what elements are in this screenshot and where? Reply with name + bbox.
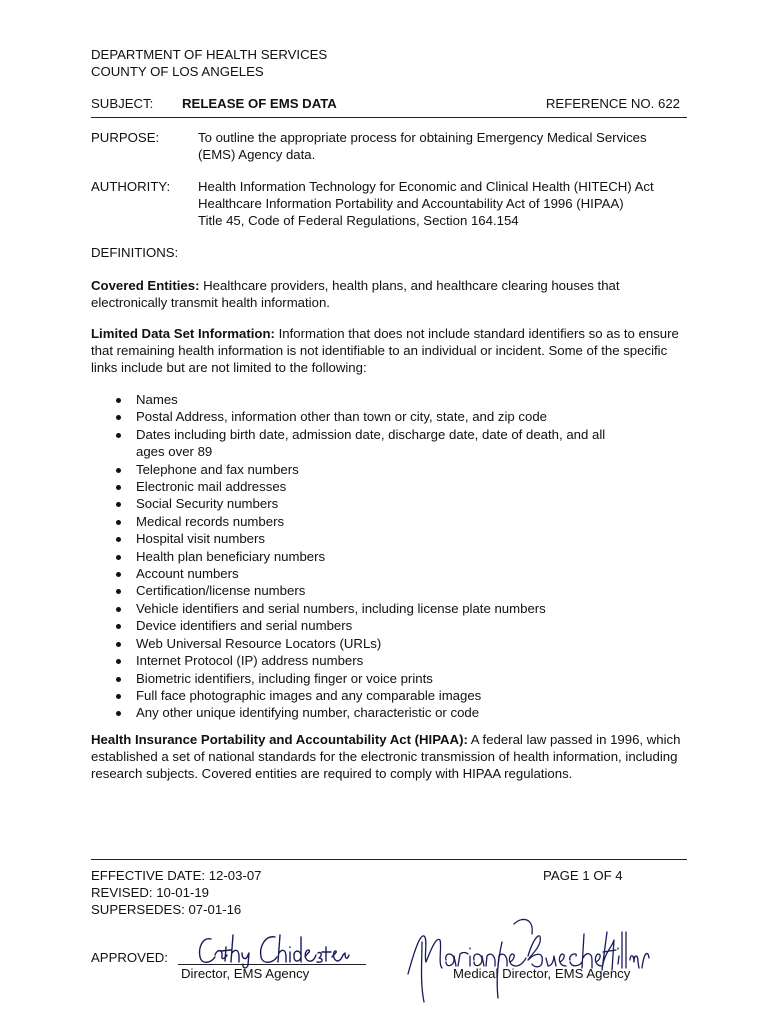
- list-item: Electronic mail addresses: [91, 478, 691, 495]
- authority-line-2: Healthcare Information Portability and Accountability Act of 1996 (HIPAA): [198, 196, 624, 211]
- list-item: Any other unique identifying number, characteristic or code: [91, 704, 691, 721]
- list-item: Dates including birth date, admission date, discharge date, date of death, and all ages over 89: [91, 426, 691, 461]
- effective-date: EFFECTIVE DATE: 12-03-07: [91, 868, 262, 883]
- department-name: DEPARTMENT OF HEALTH SERVICES: [91, 47, 328, 62]
- list-item: Telephone and fax numbers: [91, 461, 691, 478]
- covered-entities-term: Covered Entities:: [91, 278, 200, 293]
- medical-director-signature-icon: [402, 912, 652, 1007]
- list-item: Full face photographic images and any comparable images: [91, 687, 691, 704]
- authority-line-1: Health Information Technology for Economic and Clinical Health (HITECH) Act: [198, 179, 654, 194]
- identifier-list: [91, 391, 691, 722]
- supersedes-date: SUPERSEDES: 07-01-16: [91, 902, 242, 917]
- footer-rule: [91, 859, 687, 860]
- list-item: Internet Protocol (IP) address numbers: [91, 652, 691, 669]
- list-item: Postal Address, information other than town or city, state, and zip code: [91, 408, 691, 425]
- list-item: Names: [91, 391, 691, 408]
- list-item: Certification/license numbers: [91, 582, 691, 599]
- purpose-line-1: To outline the appropriate process for obtaining Emergency Medical Services: [198, 130, 647, 145]
- hipaa-term: Health Insurance Portability and Accountability Act (HIPAA):: [91, 732, 468, 747]
- director-signature-icon: [195, 925, 350, 970]
- covered-entities-text: Healthcare providers, health plans, and healthcare clearing houses that electronically transmit health information.: [91, 278, 620, 310]
- medical-director-title: Medical Director, EMS Agency: [453, 966, 631, 981]
- list-item: Web Universal Resource Locators (URLs): [91, 635, 691, 652]
- list-item: Biometric identifiers, including finger or voice prints: [91, 670, 691, 687]
- hipaa-definition: [91, 731, 691, 782]
- covered-entities-definition: [91, 277, 691, 311]
- header-rule: [91, 117, 687, 118]
- county-name: COUNTY OF LOS ANGELES: [91, 64, 264, 79]
- list-item: Hospital visit numbers: [91, 530, 691, 547]
- purpose-line-2: (EMS) Agency data.: [198, 147, 316, 162]
- definitions-heading: DEFINITIONS:: [91, 245, 179, 260]
- director-title: Director, EMS Agency: [181, 966, 310, 981]
- list-item: Social Security numbers: [91, 495, 691, 512]
- limited-data-set-term: Limited Data Set Information:: [91, 326, 275, 341]
- authority-label: AUTHORITY:: [91, 179, 171, 194]
- authority-line-3: Title 45, Code of Federal Regulations, Section 164.154: [198, 213, 519, 228]
- purpose-label: PURPOSE:: [91, 130, 160, 145]
- revised-date: REVISED: 10-01-19: [91, 885, 210, 900]
- list-item: Health plan beneficiary numbers: [91, 548, 691, 565]
- list-item: Vehicle identifiers and serial numbers, including license plate numbers: [91, 600, 691, 617]
- hipaa-text: A federal law passed in 1996, which established a set of national standards for the electronic transmission of health information, including research subjects. Covered entities are required to comply with HIPAA regulations.: [91, 732, 681, 781]
- list-item: Medical records numbers: [91, 513, 691, 530]
- reference-number: REFERENCE NO. 622: [545, 96, 680, 111]
- limited-data-set-text: Information that does not include standard identifiers so as to ensure that remaining health information is not identifiable to an individual or incident. Some of the specific links include but are not limited to the following:: [91, 326, 679, 375]
- limited-data-set-definition: [91, 325, 691, 376]
- subject-label: SUBJECT:: [91, 96, 154, 111]
- subject-value: RELEASE OF EMS DATA: [182, 96, 337, 111]
- page-number: PAGE 1 OF 4: [543, 868, 623, 883]
- approved-label: APPROVED:: [91, 950, 168, 965]
- list-item: Account numbers: [91, 565, 691, 582]
- list-item: Device identifiers and serial numbers: [91, 617, 691, 634]
